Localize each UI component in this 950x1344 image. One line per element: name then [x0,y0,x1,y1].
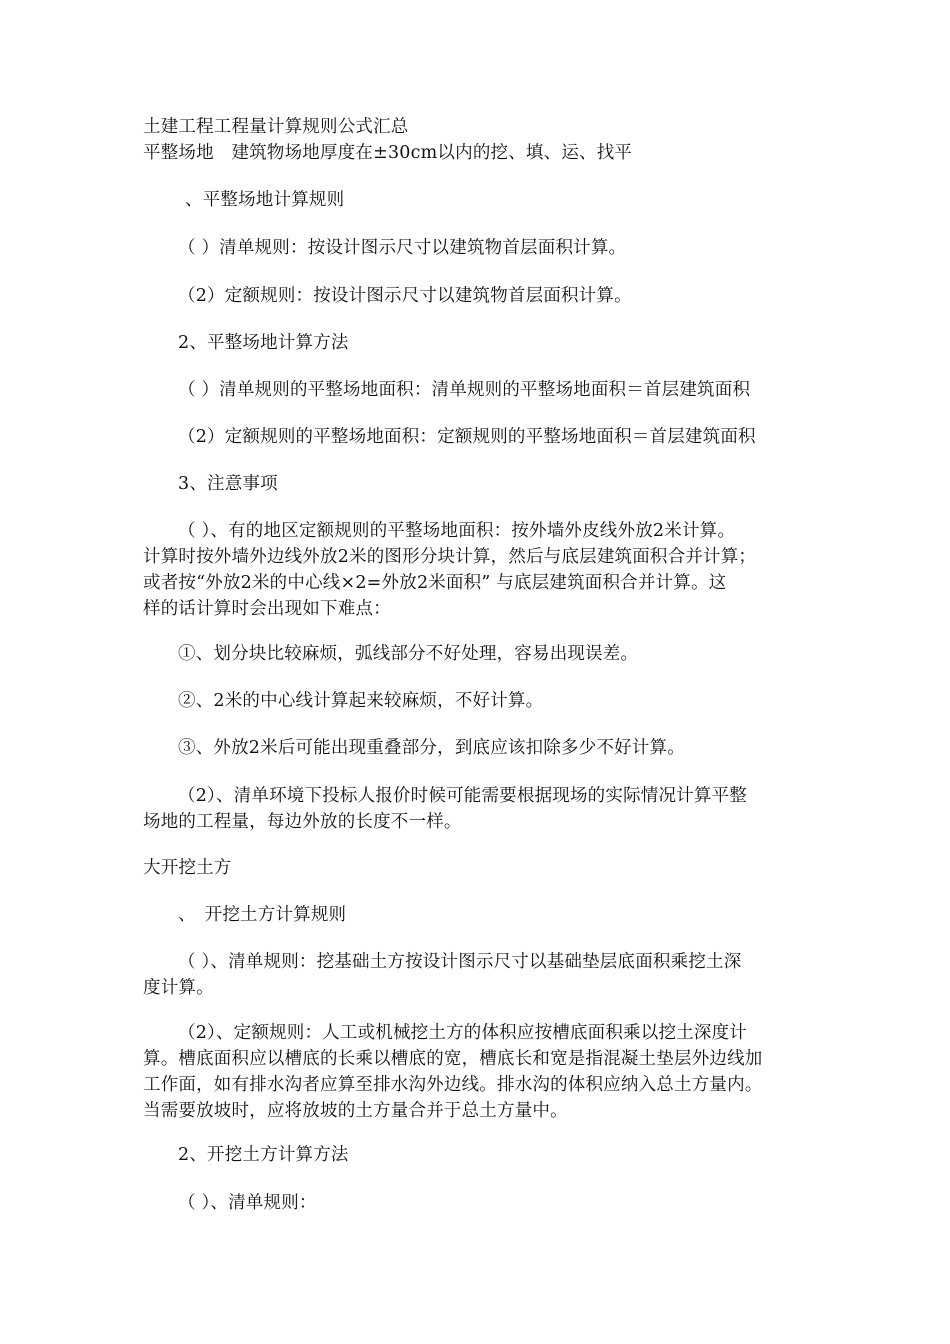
section-heading: 、 开挖土方计算规则 [178,905,347,925]
text-line: （2）定额规则的平整场地面积：定额规则的平整场地面积＝首层建筑面积 [178,427,756,447]
text-line: 场地的工程量，每边外放的长度不一样。 [143,812,462,832]
section-title: 大开挖土方 [143,858,232,878]
text-line: （ ）、有的地区定额规则的平整场地面积：按外墙外皮线外放2米计算。 [178,521,736,541]
list-item: ①、划分块比较麻烦，弧线部分不好处理，容易出现误差。 [178,644,639,664]
section-heading: 3、注意事项 [178,474,278,494]
text-line: （ ）、清单规则： [178,1193,317,1213]
section-heading: 2、平整场地计算方法 [178,333,349,353]
text-line: 度计算。 [143,978,214,998]
text-line: 平整场地 建筑物场地厚度在±30cm以内的挖、填、运、找平 [143,143,633,163]
text-line: （2）、定额规则：人工或机械挖土方的体积应按槽底面积乘以挖土深度计 [178,1023,747,1043]
text-line: （ ）、清单规则：挖基础土方按设计图示尺寸以基础垫层底面积乘挖土深 [178,952,742,972]
text-line: （ ）清单规则：按设计图示尺寸以建筑物首层面积计算。 [178,238,627,258]
text-line: 计算时按外墙外边线外放2米的图形分块计算，然后与底层建筑面积合并计算； [143,547,757,567]
text-line: （2）定额规则：按设计图示尺寸以建筑物首层面积计算。 [178,286,632,306]
text-line: 当需要放坡时，应将放坡的土方量合并于总土方量中。 [143,1101,568,1121]
list-item: ②、2米的中心线计算起来较麻烦，不好计算。 [178,691,544,711]
text-line: 或者按“外放2米的中心线×2=外放2米面积” 与底层建筑面积合并计算。这 [143,573,727,593]
list-item: ③、外放2米后可能出现重叠部分，到底应该扣除多少不好计算。 [178,738,685,758]
text-line: （2）、清单环境下投标人报价时候可能需要根据现场的实际情况计算平整 [178,786,747,806]
document-title: 土建工程工程量计算规则公式汇总 [143,117,409,137]
section-heading: 2、开挖土方计算方法 [178,1145,349,1165]
section-heading: 、平整场地计算规则 [185,190,345,210]
text-line: 算。槽底面积应以槽底的长乘以槽底的宽，槽底长和宽是指混凝土垫层外边线加 [143,1049,763,1069]
text-line: 样的话计算时会出现如下难点： [143,599,391,619]
text-line: （ ）清单规则的平整场地面积：清单规则的平整场地面积＝首层建筑面积 [178,380,751,400]
text-line: 工作面，如有排水沟者应算至排水沟外边线。排水沟的体积应纳入总土方量内。 [143,1075,763,1095]
